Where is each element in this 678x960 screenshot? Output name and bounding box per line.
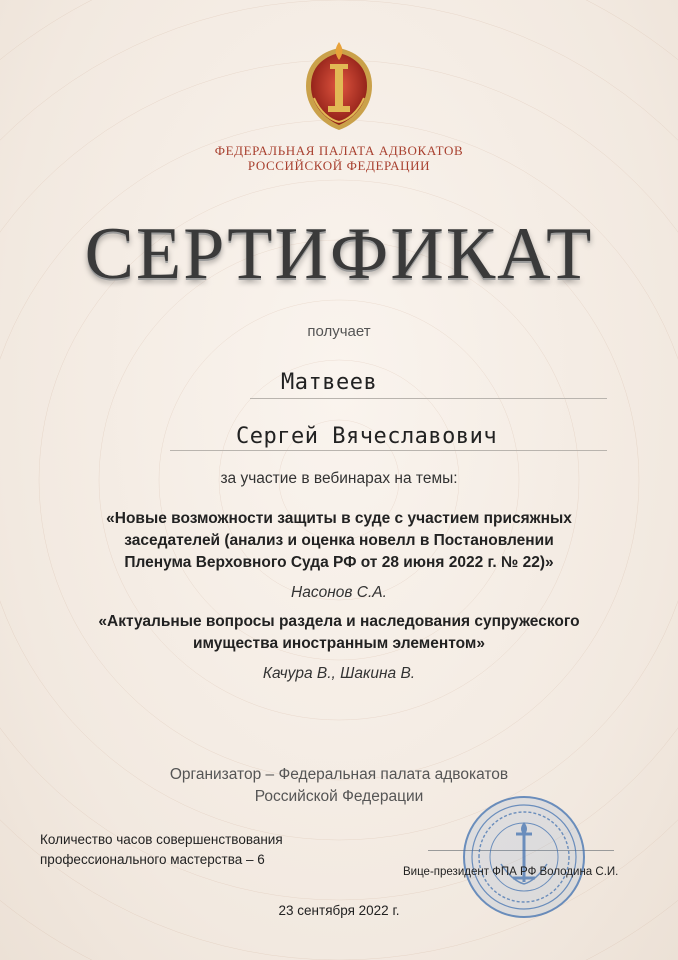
vice-president-signature: Вице-президент ФПА РФ Володина С.И. [403, 866, 619, 878]
webinar-2-title-line: имущества иностранным элементом» [193, 635, 485, 652]
recipient-surname: Матвеев [281, 370, 378, 395]
certificate-date: 23 сентября 2022 г. [278, 903, 400, 918]
webinar-2-title [30, 611, 648, 655]
webinar-1-title-line: Пленума Верховного Суда РФ от 28 июня 2022 г. № 22)» [124, 554, 554, 571]
webinar-1-title-line: заседателей (анализ и оценка новелл в Постановлении [124, 532, 554, 549]
receives-label: получает [307, 323, 371, 340]
hours-block [40, 830, 360, 870]
recipient-given-names: Сергей Вячеславович [236, 424, 498, 449]
hours-line2: профессионального мастерства – 6 [40, 852, 265, 867]
webinar-1-author: Насонов С.А. [291, 584, 387, 601]
certificate-title: СЕРТИФИКАТ [84, 213, 594, 295]
webinar-2-title-line: «Актуальные вопросы раздела и наследования супружеского [98, 613, 580, 630]
given-names-underline [170, 450, 607, 451]
webinar-1-title [30, 508, 648, 574]
surname-underline [250, 398, 607, 399]
org-name-line1: ФЕДЕРАЛЬНАЯ ПАЛАТА АДВОКАТОВ [214, 143, 464, 158]
hours-line1: Количество часов совершенствования [40, 832, 283, 847]
org-name-line2: РОССИЙСКОЙ ФЕДЕРАЦИИ [247, 158, 431, 173]
official-round-seal-icon [461, 794, 587, 920]
webinar-2-author: Качура В., Шакина В. [262, 665, 416, 682]
organizer-line1: Организатор – Федеральная палата адвокатов [169, 766, 509, 783]
webinar-1-title-line: «Новые возможности защиты в суде с участием присяжных [106, 510, 572, 527]
participation-text: за участие в вебинарах на темы: [220, 470, 458, 487]
organizer-line2: Российской Федерации [254, 788, 424, 805]
torch-shield-emblem-icon [300, 38, 378, 134]
